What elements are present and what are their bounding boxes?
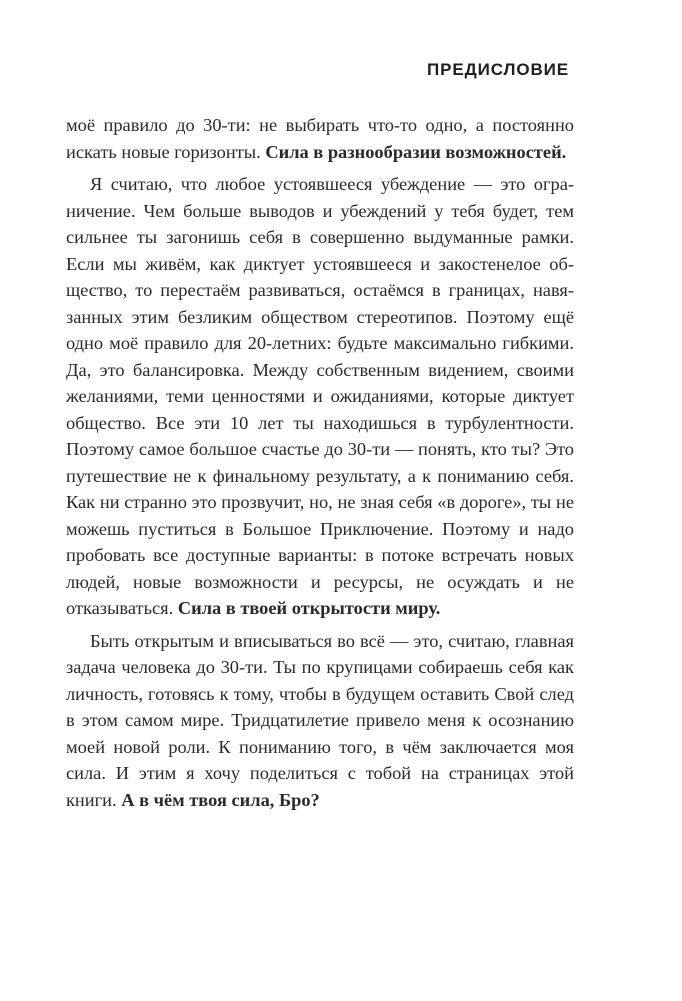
body-text — [66, 112, 574, 819]
running-header: ПРЕДИСЛОВИЕ — [427, 60, 569, 79]
paragraph-bold-conclusion: А в чём твоя сила, Бро? — [121, 789, 320, 810]
paragraph-bold-conclusion: Сила в твоей открытости миру. — [177, 598, 441, 618]
paragraph — [66, 112, 574, 165]
paragraph — [66, 628, 574, 814]
paragraph-text: моё правило до 30-ти: не выбирать что-то одно, а постоянно искать новые горизонты. — [66, 115, 574, 162]
paragraph — [66, 171, 574, 622]
paragraph-text: Я считаю, что любое устоявшееся убеждение — это ограничение. Чем больше выводов и убеждений у тебя будет, тем сильнее ты загонишь себя в совершенно выдуманные рамки. Если мы живём, как диктует устоявшееся и закостенелое общество, то перестаём развиваться, остаёмся в границах, навязанных этим безликим обществом стереотипов. Поэтому ещё одно моё правило для 20-летних: будьте максимально гибкими. Да, это балансировка. Между собственным видением, своими желаниями, теми ценностями и ожиданиями, которые диктует общество. Все эти 10 лет ты находишься в турбулентности. Поэтому самое большое счастье до 30-ти — понять, кто ты? Это путешествие не к финальному результату, а к пониманию себя. Как ни странно это прозвучит, но, не зная себя «в дороге», ты не можешь пуститься в Большое Приключение. Поэтому и надо пробовать все доступные варианты: в потоке встречать новых людей, новые возможности и ресурсы, не осуждать и не отказываться. — [66, 174, 574, 618]
paragraph-text: Быть открытым и вписываться во всё — это, считаю, главная задача человека до 30-ти. Ты по крупицами собираешь себя как личность, готовясь к тому, чтобы в будущем оставить Свой след в этом самом мире. Тридцатилетие привело меня к осознанию моей новой роли. К пониманию того, в чём заключается моя сила. И этим я хочу поделиться с тобой на страницах этой книги. — [66, 630, 574, 810]
paragraph-bold-conclusion: Сила в разнообразии возможностей. — [265, 141, 567, 162]
